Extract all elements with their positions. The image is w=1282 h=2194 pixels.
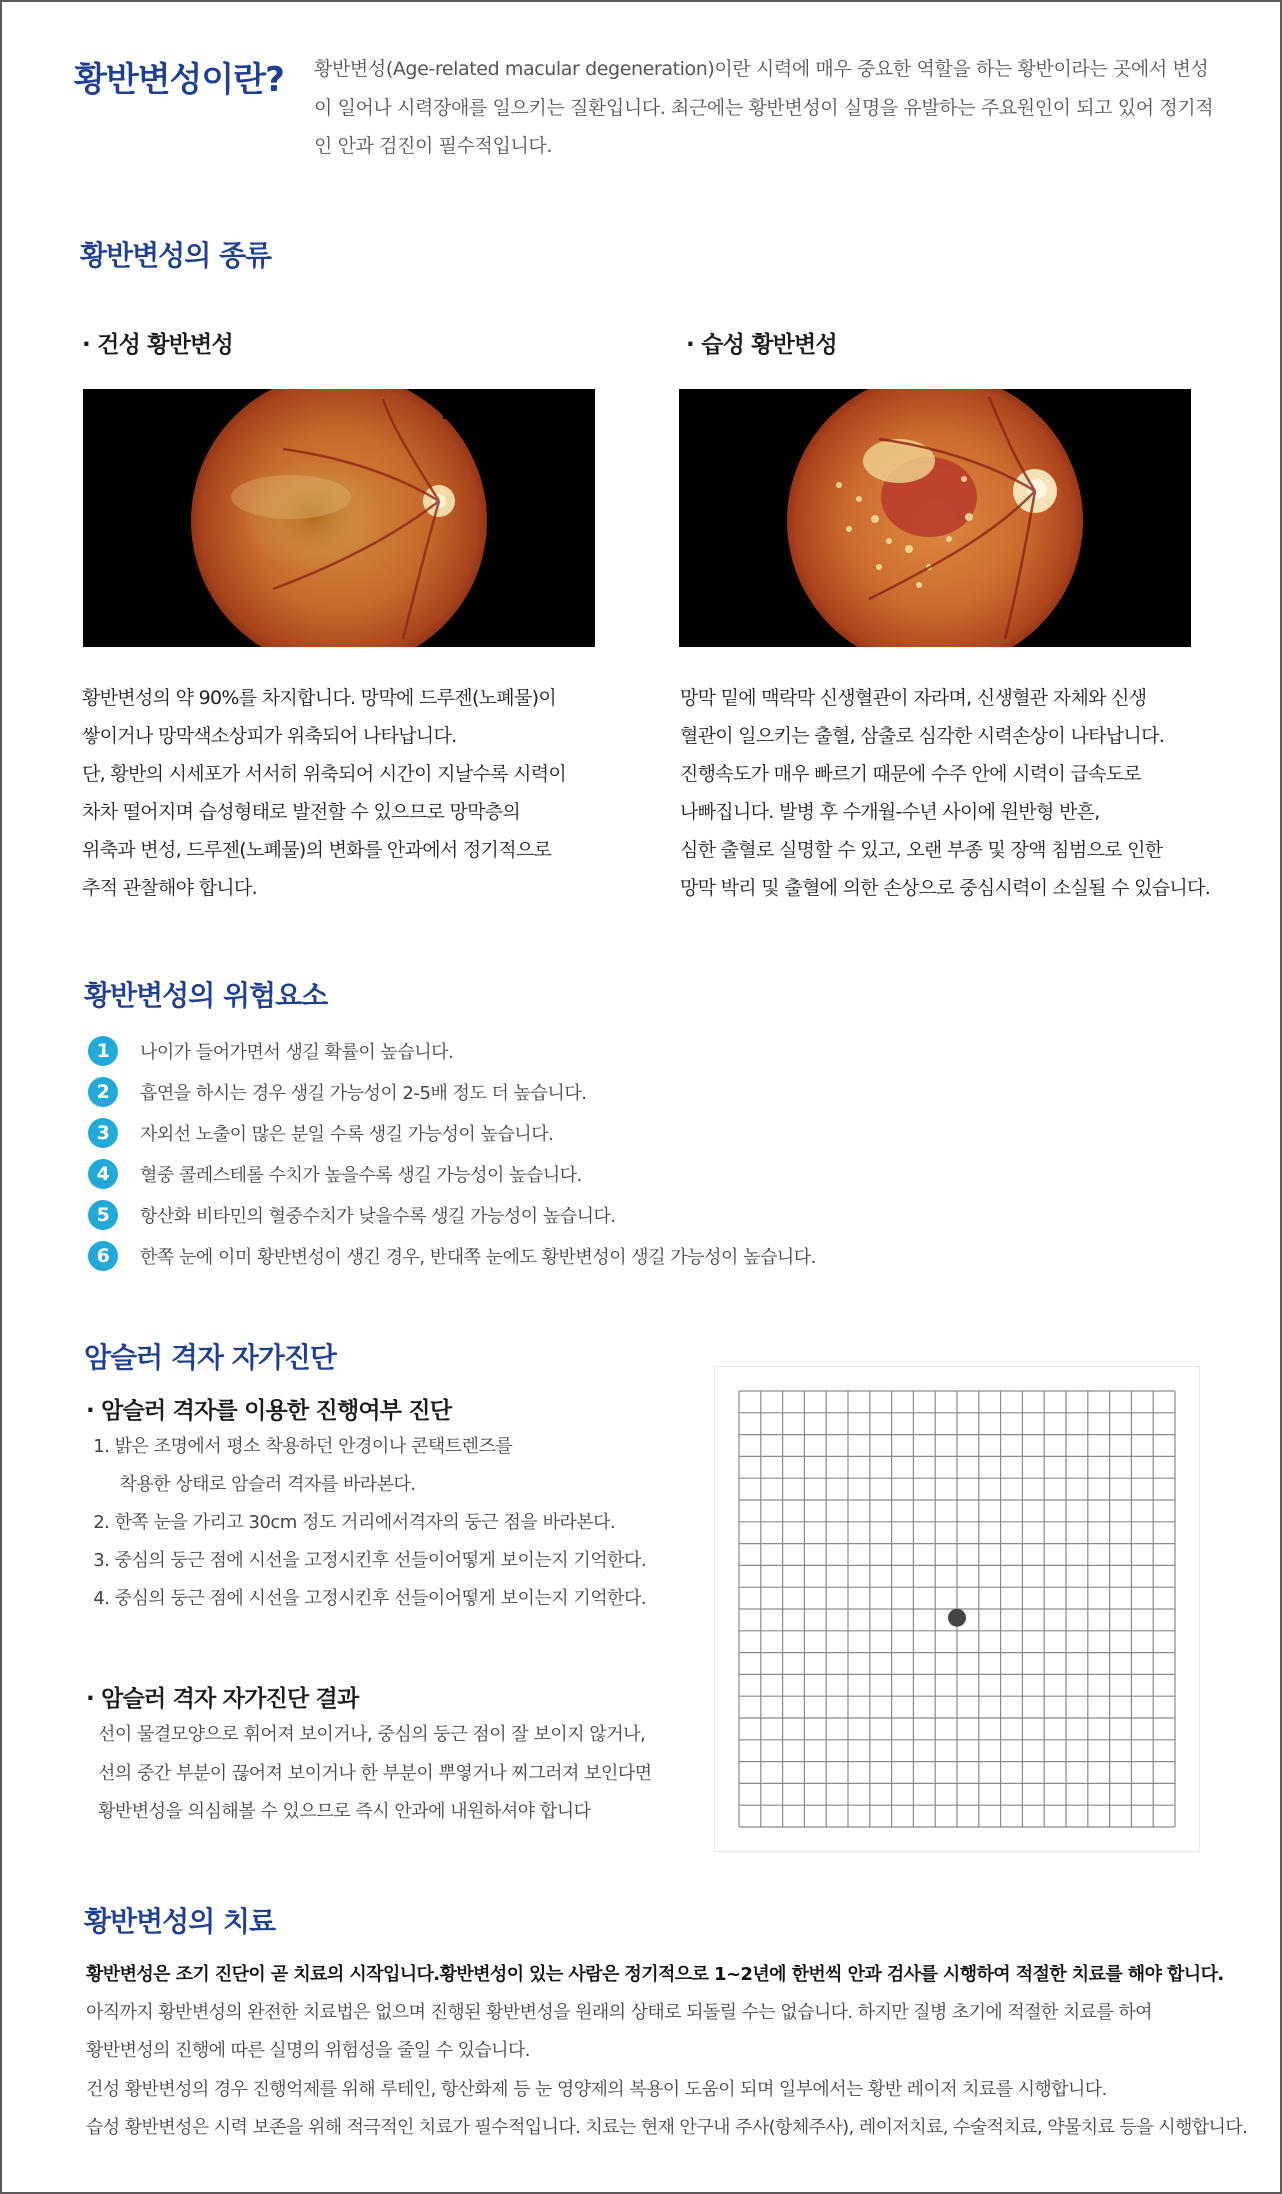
treatment-text xyxy=(86,1956,1247,2147)
wet-description xyxy=(680,679,1210,907)
dry-line: 추적 관찰해야 합니다. xyxy=(82,877,257,899)
treatment-line: 습성 황반변성은 시력 보존을 위해 적극적인 치료가 필수적입니다. 치료는 현재 안구내 주사(항체주사), 레이저치료, 수술적치료, 약물치료 등을 시행합니다. xyxy=(86,2116,1248,2138)
risk-item xyxy=(88,1235,816,1276)
dry-title: · 건성 황반변성 xyxy=(82,332,233,358)
risk-text: 한쪽 눈에 이미 황반변성이 생긴 경우, 반대쪽 눈에도 황반변성이 생길 가능성이 높습니다. xyxy=(140,1246,816,1268)
wet-fundus-image xyxy=(679,389,1191,647)
amsler-steps xyxy=(88,1428,646,1618)
number-badge: 1 xyxy=(88,1036,118,1066)
risk-item xyxy=(88,1030,816,1071)
risk-text: 나이가 들어가면서 생길 확률이 높습니다. xyxy=(140,1041,454,1063)
treatment-line: 건성 황반변성의 경우 진행억제를 위해 루테인, 항산화제 등 눈 영양제의 복용이 도움이 되며 일부에서는 황반 레이저 치료를 시행합니다. xyxy=(86,2078,1107,2100)
wet-line: 혈관이 일으키는 출혈, 삼출로 심각한 시력손상이 나타납니다. xyxy=(680,725,1165,747)
treatment-title: 황반변성의 치료 xyxy=(84,1905,276,1938)
dry-fundus-image xyxy=(83,389,595,647)
risk-list xyxy=(88,1030,816,1276)
treatment-line: 황반변성의 진행에 따른 실명의 위험성을 줄일 수 있습니다. xyxy=(86,2040,530,2062)
risk-text: 혈중 콜레스테롤 수치가 높을수록 생길 가능성이 높습니다. xyxy=(140,1164,582,1186)
risk-item xyxy=(88,1071,816,1112)
risk-item xyxy=(88,1153,816,1194)
number-badge: 3 xyxy=(88,1118,118,1148)
amsler-step: 1. 밝은 조명에서 평소 착용하던 안경이나 콘택트렌즈를 xyxy=(88,1436,513,1457)
amsler-title: 암슬러 격자 자가진단 xyxy=(84,1341,336,1374)
wet-line: 심한 출혈로 실명할 수 있고, 오랜 부종 및 장액 침범으로 인한 xyxy=(680,839,1163,861)
risks-title: 황반변성의 위험요소 xyxy=(84,979,328,1012)
amsler-grid-card xyxy=(714,1366,1200,1852)
amsler-step: 3. 중심의 둥근 점에 시선을 고정시킨후 선들이어떻게 보이는지 기억한다. xyxy=(88,1550,647,1571)
amsler-step: 착용한 상태로 암슬러 격자를 바라본다. xyxy=(88,1474,416,1495)
dry-line: 위축과 변성, 드루젠(노폐물)의 변화를 안과에서 정기적으로 xyxy=(82,839,552,861)
wet-line: 망막 밑에 맥락막 신생혈관이 자라며, 신생혈관 자체와 신생 xyxy=(680,687,1147,709)
amsler-step: 2. 한쪽 눈을 가리고 30cm 정도 거리에서격자의 둥근 점을 바라본다. xyxy=(88,1512,616,1533)
risk-text: 항산화 비타민의 혈중수치가 낮을수록 생길 가능성이 높습니다. xyxy=(140,1205,616,1227)
amsler-result-title: · 암슬러 격자 자가진단 결과 xyxy=(86,1686,359,1712)
number-badge: 5 xyxy=(88,1200,118,1230)
intro-text: 황반변성(Age-related macular degeneration)이란 시력에 매우 중요한 역할을 하는 황반이라는 곳에서 변성이 일어나 시력장애를 일으키는 질환입니다. 최근에는 황반변성이 실명을 유발하는 주요원인이 되고 있어 정기적인 안과 검진이 필수적입니다. xyxy=(314,58,1214,157)
dry-line: 단, 황반의 시세포가 서서히 위축되어 시간이 지날수록 시력이 xyxy=(82,763,567,785)
wet-title: · 습성 황반변성 xyxy=(686,332,837,358)
number-badge: 6 xyxy=(88,1241,118,1271)
number-badge: 2 xyxy=(88,1077,118,1107)
result-line: 선의 중간 부분이 끊어져 보이거나 한 부분이 뿌옇거나 찌그러져 보인다면 xyxy=(98,1762,652,1784)
intro-title: 황반변성이란? xyxy=(74,60,284,100)
wet-line: 나빠집니다. 발병 후 수개월-수년 사이에 원반형 반흔, xyxy=(680,801,1100,823)
dry-line: 황반변성의 약 90%를 차지합니다. 망막에 드루젠(노폐물)이 xyxy=(82,687,556,709)
risk-text: 흡연을 하시는 경우 생길 가능성이 2-5배 정도 더 높습니다. xyxy=(140,1082,587,1104)
dry-line: 쌓이거나 망막색소상피가 위축되어 나타납니다. xyxy=(82,725,457,747)
amsler-grid xyxy=(715,1367,1199,1851)
wet-line: 진행속도가 매우 빠르기 때문에 수주 안에 시력이 급속도로 xyxy=(680,763,1142,785)
grid-center-dot xyxy=(948,1609,966,1627)
amsler-step: 4. 중심의 둥근 점에 시선을 고정시킨후 선들이어떻게 보이는지 기억한다. xyxy=(88,1588,647,1609)
risk-item xyxy=(88,1112,816,1153)
wet-line: 망막 박리 및 출혈에 의한 손상으로 중심시력이 소실될 수 있습니다. xyxy=(680,877,1211,899)
risk-item xyxy=(88,1194,816,1235)
dry-description xyxy=(82,679,566,907)
treatment-lead: 황반변성은 조기 진단이 곧 치료의 시작입니다.황반변성이 있는 사람은 정기적으로 1~2년에 한번씩 안과 검사를 시행하여 적절한 치료를 해야 합니다. xyxy=(86,1964,1224,1985)
amsler-result-text xyxy=(98,1716,652,1832)
treatment-line: 아직까지 황반변성의 완전한 치료법은 없으며 진행된 황반변성을 원래의 상태로 되돌릴 수는 없습니다. 하지만 질병 초기에 적절한 치료를 하여 xyxy=(86,2002,1152,2024)
types-title: 황반변성의 종류 xyxy=(80,239,272,272)
dry-line: 차차 떨어지며 습성형태로 발전할 수 있으므로 망막층의 xyxy=(82,801,521,823)
amsler-howto-title: · 암슬러 격자를 이용한 진행여부 진단 xyxy=(86,1398,452,1424)
result-line: 황반변성을 의심해볼 수 있으므로 즉시 안과에 내원하셔야 합니다 xyxy=(98,1801,591,1822)
number-badge: 4 xyxy=(88,1159,118,1189)
result-line: 선이 물결모양으로 휘어져 보이거나, 중심의 둥근 점이 잘 보이지 않거나, xyxy=(98,1724,646,1745)
risk-text: 자외선 노출이 많은 분일 수록 생길 가능성이 높습니다. xyxy=(140,1123,554,1145)
